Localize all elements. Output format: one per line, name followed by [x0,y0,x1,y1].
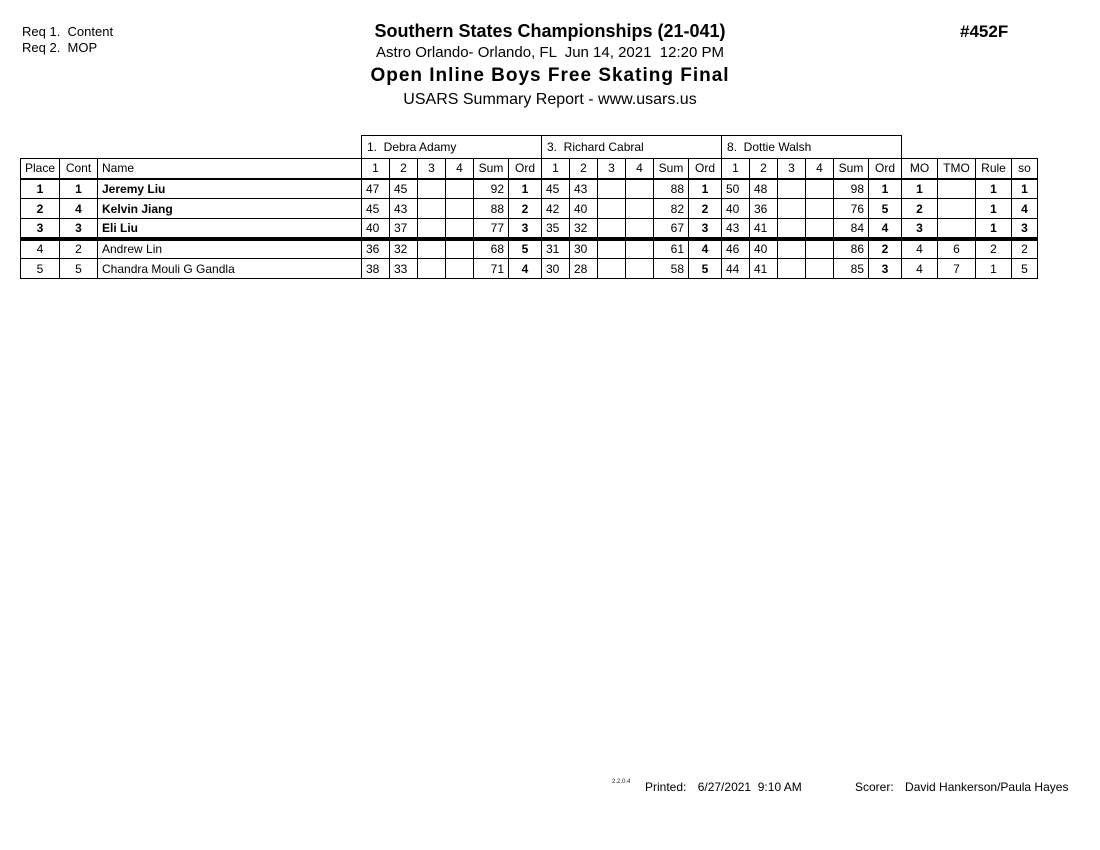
score-cell: 33 [390,259,418,279]
col-header-place: Place [21,159,60,179]
score-cell [778,259,806,279]
sum-cell: 61 [654,239,689,259]
report-header [0,20,1100,112]
score-cell [418,179,446,199]
score-cell: 47 [362,179,390,199]
score-cell [598,259,626,279]
score-cell [626,179,654,199]
tmo-cell [938,179,976,199]
mo-cell: 3 [902,219,938,239]
score-cell: 30 [542,259,570,279]
mo-cell: 4 [902,259,938,279]
ord-cell: 1 [869,179,902,199]
ord-cell: 1 [509,179,542,199]
score-cell [806,239,834,259]
score-cell: 41 [750,219,778,239]
sum-cell: 98 [834,179,869,199]
score-cell [778,219,806,239]
col-header-mo: MO [902,159,938,179]
col-header-ord: Ord [869,159,902,179]
sum-cell: 84 [834,219,869,239]
score-cell [626,199,654,219]
cont-cell: 3 [60,219,98,239]
col-header-score3: 3 [778,159,806,179]
place-cell: 1 [21,179,60,199]
rule-cell: 2 [976,239,1012,259]
score-cell: 43 [722,219,750,239]
rule-cell: 1 [976,179,1012,199]
col-header-score2: 2 [750,159,778,179]
column-header-row [21,159,1038,179]
col-header-score3: 3 [418,159,446,179]
col-header-tmo: TMO [938,159,976,179]
cont-cell: 4 [60,199,98,219]
ord-cell: 3 [869,259,902,279]
score-cell: 40 [570,199,598,219]
score-cell [446,259,474,279]
name-cell: Jeremy Liu [98,179,362,199]
ord-cell: 5 [509,239,542,259]
score-cell: 41 [750,259,778,279]
score-cell [778,199,806,219]
table-row [21,219,1038,239]
score-cell [446,179,474,199]
score-cell: 32 [390,239,418,259]
printed-timestamp [645,780,802,794]
col-header-score4: 4 [446,159,474,179]
scorer-label: Scorer: [855,780,894,794]
score-cell: 45 [390,179,418,199]
score-cell [626,259,654,279]
col-header-ord: Ord [509,159,542,179]
table-row [21,259,1038,279]
score-cell: 32 [570,219,598,239]
ord-cell: 4 [689,239,722,259]
score-cell: 40 [750,239,778,259]
table-row [21,179,1038,199]
event-title: Open Inline Boys Free Skating Final [370,65,730,86]
judge-header: 1. Debra Adamy [362,136,542,159]
col-header-so: so [1012,159,1038,179]
table-row [21,239,1038,259]
sum-cell: 85 [834,259,869,279]
col-header-sum: Sum [474,159,509,179]
judges-row-spacer-left [21,136,362,159]
sum-cell: 88 [654,179,689,199]
rule-cell: 1 [976,199,1012,219]
place-cell: 2 [21,199,60,219]
so-cell: 1 [1012,179,1038,199]
score-cell: 45 [542,179,570,199]
ord-cell: 2 [689,199,722,219]
col-header-score4: 4 [806,159,834,179]
ord-cell: 2 [869,239,902,259]
col-header-score1: 1 [362,159,390,179]
score-cell: 30 [570,239,598,259]
tmo-cell [938,219,976,239]
tmo-cell: 7 [938,259,976,279]
place-cell: 4 [21,239,60,259]
ord-cell: 1 [689,179,722,199]
score-cell: 38 [362,259,390,279]
printed-value: 6/27/2021 9:10 AM [697,780,802,794]
name-cell: Andrew Lin [98,239,362,259]
judges-row-spacer-right [902,136,1038,159]
score-cell: 45 [362,199,390,219]
sum-cell: 71 [474,259,509,279]
ord-cell: 5 [689,259,722,279]
venue-datetime: Astro Orlando- Orlando, FL Jun 14, 2021 12:20 PM [376,44,724,61]
event-code: #452F [960,22,1009,41]
score-cell: 48 [750,179,778,199]
mo-cell: 4 [902,239,938,259]
report-subtitle: USARS Summary Report - www.usars.us [403,91,697,108]
score-cell [806,179,834,199]
software-version: 2.2.0.4 [612,779,631,785]
sum-cell: 88 [474,199,509,219]
judge-header: 8. Dottie Walsh [722,136,902,159]
sum-cell: 68 [474,239,509,259]
judges-header-row [21,136,1038,159]
score-cell: 46 [722,239,750,259]
score-cell [806,219,834,239]
score-cell [418,239,446,259]
ord-cell: 5 [869,199,902,219]
score-cell: 42 [542,199,570,219]
col-header-rule: Rule [976,159,1012,179]
score-cell: 50 [722,179,750,199]
score-cell [598,179,626,199]
score-cell: 31 [542,239,570,259]
score-cell [778,239,806,259]
rule-cell: 1 [976,259,1012,279]
score-cell [806,259,834,279]
so-cell: 2 [1012,239,1038,259]
so-cell: 5 [1012,259,1038,279]
cont-cell: 2 [60,239,98,259]
sum-cell: 67 [654,219,689,239]
cont-cell: 1 [60,179,98,199]
score-cell [598,219,626,239]
sum-cell: 76 [834,199,869,219]
mo-cell: 1 [902,179,938,199]
ord-cell: 3 [509,219,542,239]
championship-title: Southern States Championships (21-041) [374,21,726,41]
sum-cell: 77 [474,219,509,239]
requirement-line-2: Req 2. MOP [22,40,98,55]
scorer-value: David Hankerson/Paula Hayes [905,780,1069,794]
sum-cell: 86 [834,239,869,259]
col-header-ord: Ord [689,159,722,179]
score-cell: 43 [390,199,418,219]
place-cell: 3 [21,219,60,239]
so-cell: 4 [1012,199,1038,219]
score-cell [446,199,474,219]
scorer-credit [855,780,1068,794]
rule-cell: 1 [976,219,1012,239]
col-header-score2: 2 [570,159,598,179]
requirement-line-1: Req 1. Content [22,24,114,39]
ord-cell: 3 [689,219,722,239]
tmo-cell [938,199,976,219]
place-cell: 5 [21,259,60,279]
score-cell: 28 [570,259,598,279]
score-cell: 40 [722,199,750,219]
table-row [21,199,1038,219]
col-header-score1: 1 [542,159,570,179]
score-cell: 43 [570,179,598,199]
col-header-score4: 4 [626,159,654,179]
col-header-sum: Sum [654,159,689,179]
score-cell [598,239,626,259]
score-cell: 37 [390,219,418,239]
score-cell [626,239,654,259]
col-header-score3: 3 [598,159,626,179]
score-cell: 40 [362,219,390,239]
score-cell [418,199,446,219]
ord-cell: 4 [509,259,542,279]
judge-header: 3. Richard Cabral [542,136,722,159]
results-table [20,135,1038,279]
score-cell [446,219,474,239]
name-cell: Eli Liu [98,219,362,239]
name-cell: Chandra Mouli G Gandla [98,259,362,279]
score-cell [778,179,806,199]
score-cell: 36 [362,239,390,259]
so-cell: 3 [1012,219,1038,239]
score-cell: 36 [750,199,778,219]
score-cell [598,199,626,219]
cont-cell: 5 [60,259,98,279]
score-cell [418,219,446,239]
sum-cell: 82 [654,199,689,219]
ord-cell: 2 [509,199,542,219]
sum-cell: 92 [474,179,509,199]
mo-cell: 2 [902,199,938,219]
score-cell: 35 [542,219,570,239]
col-header-score1: 1 [722,159,750,179]
score-cell [626,219,654,239]
printed-label: Printed: [645,780,687,794]
col-header-name: Name [98,159,362,179]
score-cell [418,259,446,279]
tmo-cell: 6 [938,239,976,259]
col-header-score2: 2 [390,159,418,179]
col-header-sum: Sum [834,159,869,179]
name-cell: Kelvin Jiang [98,199,362,219]
sum-cell: 58 [654,259,689,279]
score-cell: 44 [722,259,750,279]
col-header-cont: Cont [60,159,98,179]
score-cell [446,239,474,259]
ord-cell: 4 [869,219,902,239]
score-cell [806,199,834,219]
